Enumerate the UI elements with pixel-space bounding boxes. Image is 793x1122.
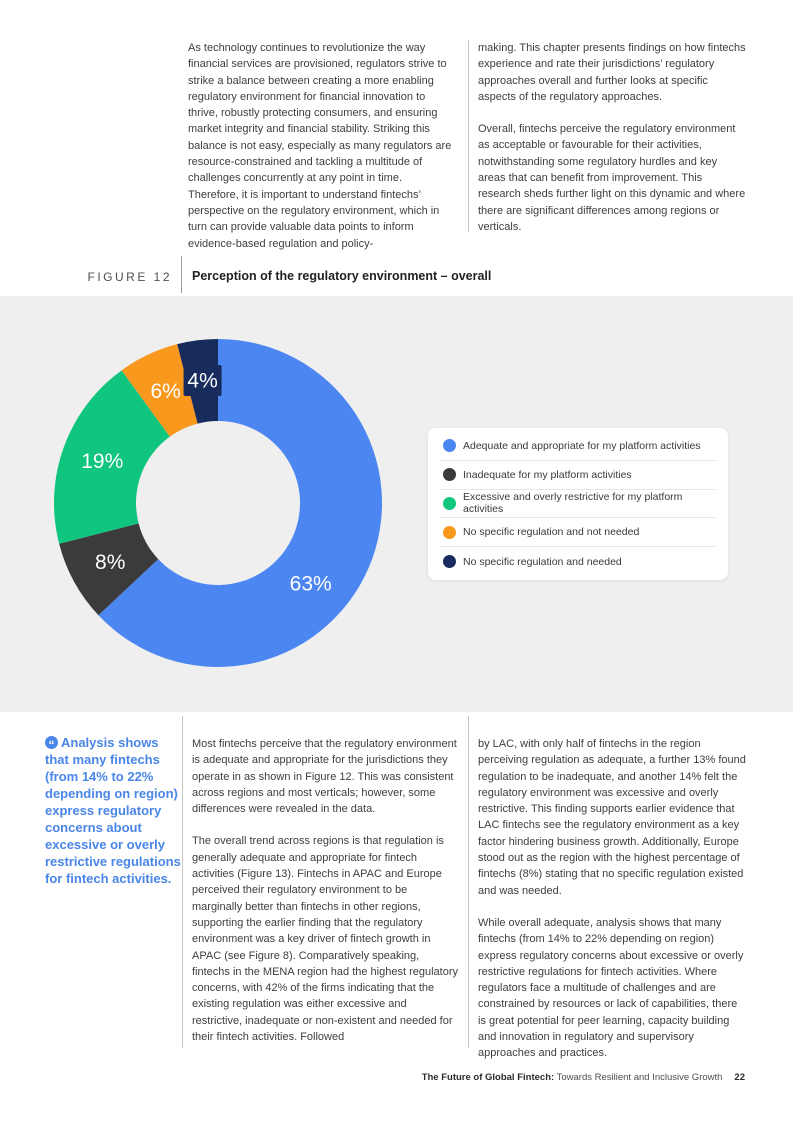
analysis-paragraph: Most fintechs perceive that the regulatory environment is adequate and appropriate for the jurisdictions they operate in as shown in Figure 12. This was consistent across regions and most verticals; however, some differences were revealed in the data. xyxy=(192,738,457,816)
legend-label: Adequate and appropriate for my platform activities xyxy=(463,439,701,452)
quote-icon: “ xyxy=(45,736,58,749)
legend-item xyxy=(440,461,716,490)
analysis-paragraph: While overall adequate, analysis shows that many fintechs (from 14% to 22% depending on region) express regulatory concerns about excessive or overly restrictive regulations for fintech activities. Where regulators face a multitude of challenges and are constrained by resources or lack of capabilities, there is great potential for peer learning, capacity building and innovation in regulatory and supervisory approaches and practices. xyxy=(478,916,744,1060)
donut-value-label: 63% xyxy=(289,572,332,596)
intro-column-left xyxy=(188,40,454,252)
figure-label: FIGURE 12 xyxy=(87,270,172,284)
legend-item xyxy=(440,432,716,461)
pull-quote-text: Analysis shows that many fintechs (from 14% to 22% depending on region) express regulatory concerns about excessive or overly restrictive regulations for fintech activities. xyxy=(45,735,181,886)
analysis-paragraph: The overall trend across regions is that regulation is generally adequate and appropriate for fintech activities (Figure 13). Fintechs in APAC and Europe perceived their regulatory environment to be marginally better than fintechs in other regions, supporting the earlier finding that the regulatory environment was a key driver of fintech growth in APAC (see Figure 8). Comparatively speaking, fintechs in the MENA region had the highest regulatory concerns, with 42% of the firms indicating that the existing regulation was either excessive and restrictive, inadequate or non-existent and needed for their fintech activities. Followed xyxy=(192,835,458,1044)
figure-header-divider xyxy=(181,256,182,293)
legend-item xyxy=(440,518,716,547)
pull-quote-callout xyxy=(45,734,182,887)
legend-item xyxy=(440,547,716,576)
figure-chart-band xyxy=(0,296,793,712)
figure-title: Perception of the regulatory environment – overall xyxy=(192,269,492,283)
donut-value-label: 6% xyxy=(150,380,181,404)
page-number: 22 xyxy=(734,1072,745,1083)
legend-label: Inadequate for my platform activities xyxy=(463,468,632,481)
legend-swatch-dot xyxy=(443,526,456,539)
report-title: The Future of Global Fintech: xyxy=(421,1072,555,1083)
column-divider xyxy=(468,716,469,1048)
legend-swatch-dot xyxy=(443,439,456,452)
intro-paragraph: As technology continues to revolutionize the way financial services are provisioned, regulators strive to strike a balance between creating a more enabling regulatory environment for financial innovation to thrive, robustly protecting consumers, and ensuring market integrity and financial stability. Striking this balance is not easy, especially as many regulators are resource-constrained and tackling a multitude of challenges concurrently at any point in time. Therefore, it is important to understand fintechs’ perspective on the regulatory environment, which in turn can provide valuable data points to inform evidence-based regulation and policy- xyxy=(188,42,452,250)
chart-legend xyxy=(428,428,728,580)
report-subtitle: Towards Resilient and Inclusive Growth xyxy=(554,1072,723,1083)
analysis-column-middle xyxy=(192,736,459,1045)
legend-swatch-dot xyxy=(443,555,456,568)
legend-label: No specific regulation and needed xyxy=(463,555,622,568)
legend-swatch-dot xyxy=(443,468,456,481)
intro-column-right xyxy=(478,40,746,235)
legend-label: Excessive and overly restrictive for my platform activities xyxy=(463,491,683,516)
column-divider xyxy=(468,40,469,232)
intro-paragraph: Overall, fintechs perceive the regulatory environment as acceptable or favourable for their activities, notwithstanding some regulatory hurdles and key areas that can benefit from improvement. This research sheds further light on this dynamic and where there are significant differences among regions or verticals. xyxy=(478,123,746,233)
legend-label: No specific regulation and not needed xyxy=(463,526,640,539)
legend-item xyxy=(440,490,716,519)
page-footer xyxy=(0,1072,745,1083)
analysis-column-right xyxy=(478,736,746,1062)
donut-value-label: 19% xyxy=(81,449,124,473)
donut-chart xyxy=(54,339,382,667)
donut-value-label: 4% xyxy=(187,369,218,393)
intro-paragraph: making. This chapter presents findings on how fintechs experience and rate their jurisdictions’ regulatory approaches overall and further looks at specific aspects of the regulatory approaches. xyxy=(478,42,746,103)
column-divider xyxy=(182,716,183,1048)
legend-swatch-dot xyxy=(443,497,456,510)
donut-value-label: 8% xyxy=(95,550,126,574)
analysis-paragraph: by LAC, with only half of fintechs in the region perceiving regulation as adequate, a further 13% found regulation to be inadequate, and another 14% felt the regulatory environment was excessive and overly restrictive. This finding supports earlier evidence that LAC fintechs see the regulatory environment as a key factor hindering business growth. Additionally, Europe stood out as the region with the highest percentage of fintechs (8%) stating that no specific regulation existed and was needed. xyxy=(478,738,746,897)
